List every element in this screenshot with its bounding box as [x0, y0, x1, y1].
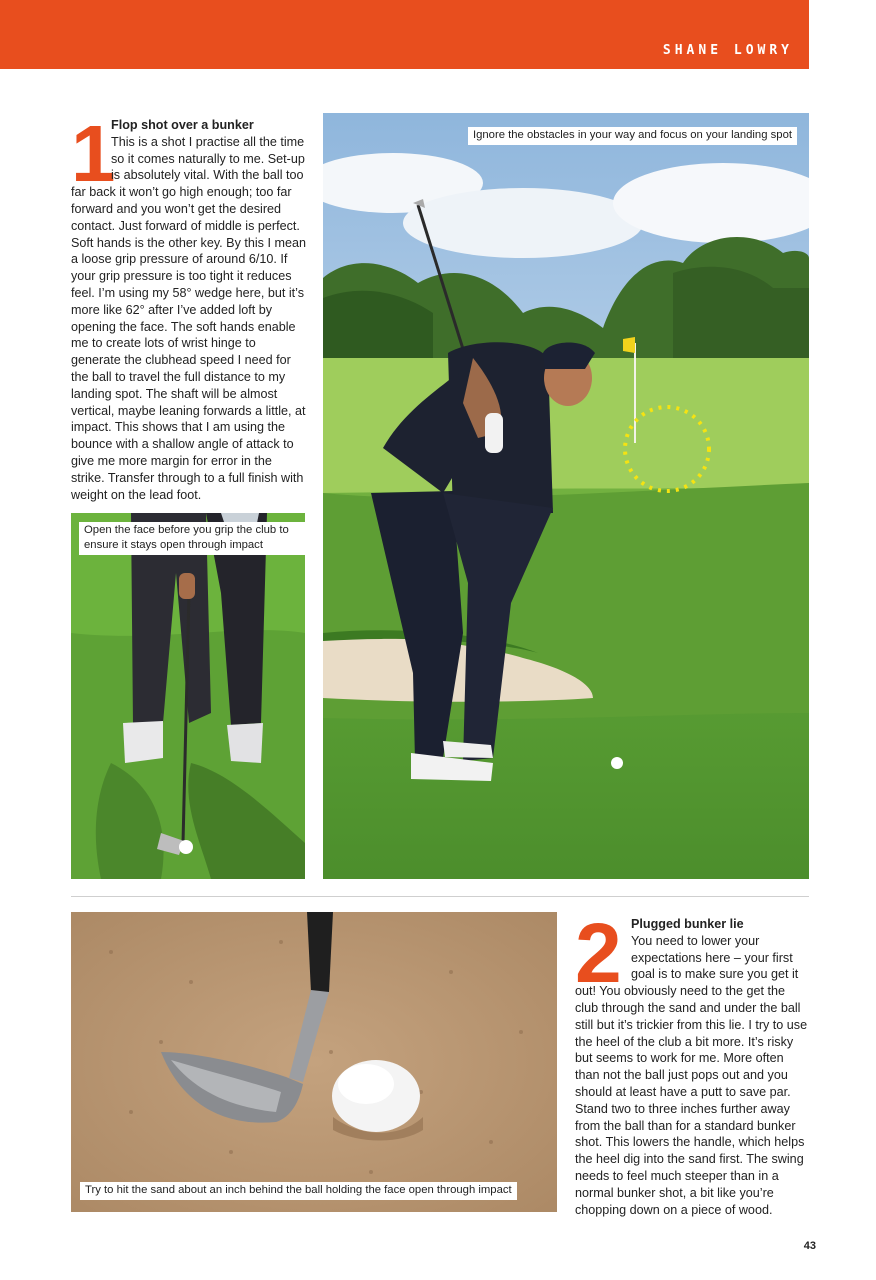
plugged-lie-caption: Try to hit the sand about an inch behind the ball holding the face open through impact: [80, 1182, 517, 1200]
main-swing-photo: [323, 113, 809, 879]
address-illustration: [71, 513, 305, 879]
page-number: 43: [803, 1240, 816, 1252]
section-2-text: [575, 906, 811, 1218]
section-2-body: You need to lower your expectations here – your first goal is to make sure you get it out! You obviously need to the get the club through the sand and under the ball still but it’s trickier from this lie. I try to use the heel of the club a bit more. It’s risky but seems to work for me. More often than not the ball just pops out and you should at least have a putt to save par. Stand two to three inches further away from the ball than for a standard bunker shot. This lowers the handle, which helps the heel dig into the sand first. The swing needs to feel much steeper than in a normal bunker shot, a bit like you’re chopping down on a piece of wood.: [575, 933, 808, 1217]
address-photo-caption: Open the face before you grip the club to ensure it stays open through impact: [79, 522, 305, 555]
plugged-lie-photo: [71, 912, 557, 1212]
plugged-lie-illustration: [71, 912, 557, 1212]
section-1-body: This is a shot I practise all the time so it comes naturally to me. Set-up is absolutely vital. With the ball too far back it won’t go high enough; too far forward and you won’t get the desired contact. Just forward of middle is perfect. Soft hands is the other key. By this I mean a loose grip pressure of around 6/10. If your grip pressure is too tight it reduces feel. I’m using my 58° wedge here, but it’s more like 62° after I’ve added loft by opening the face. The soft hands enable me to create lots of wrist hinge to generate the clubhead speed I need for the ball to travel the full distance to my landing spot. The shaft will be almost vertical, maybe leaning forwards a little, at impact. This shows that I am using the bounce with a shallow angle of attack to give me more margin for error in the strike. Transfer through to a full finish with weight on the lead foot.: [71, 134, 306, 502]
section-1-text: [71, 109, 308, 503]
header-bar: [0, 0, 809, 69]
address-photo: [71, 513, 305, 879]
section-name: SHANE LOWRY: [662, 43, 793, 58]
main-photo-caption: Ignore the obstacles in your way and focus on your landing spot: [468, 127, 797, 145]
section-1-title: Flop shot over a bunker: [111, 118, 254, 132]
step-number-1: 1: [71, 109, 116, 198]
step-number-2: 2: [575, 906, 622, 1000]
section-divider: [71, 896, 809, 897]
swing-illustration: [323, 113, 809, 879]
section-2-title: Plugged bunker lie: [631, 917, 744, 931]
